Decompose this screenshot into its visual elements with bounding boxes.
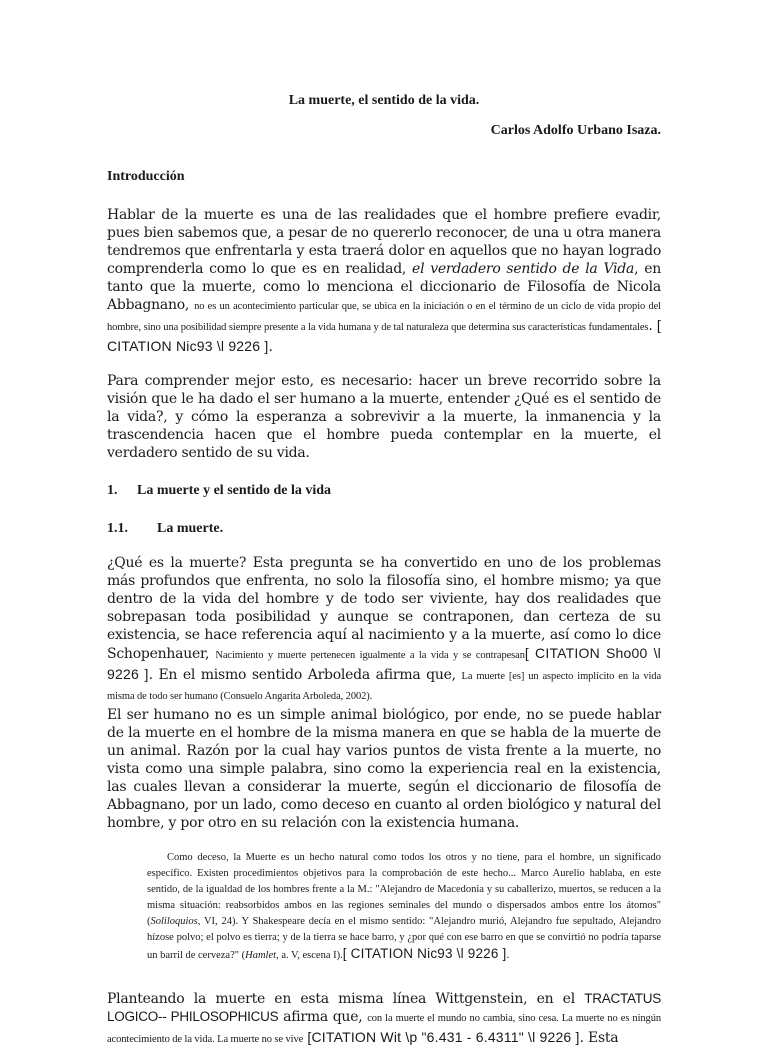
citation-field: [ CITATION Nic93 \l 9226 ] [342,946,507,961]
schopenhauer-quote-inline: Nacimiento y muerte pertenecen igualmente a la vida y se contrapesan [215,650,525,661]
intro-paragraph [107,206,661,356]
quote-text-c: , a. V, escena I). [276,950,343,961]
p5-text-a: Planteando la muerte en esta misma línea Wittgenstein, en el [107,991,585,1007]
citation-field: [CITATION Wit \p "6.431 - 6.4311" \l 9226 ] [307,1029,580,1045]
section-1-heading [107,480,661,502]
human-being-paragraph: El ser humano no es un simple animal biológico, por ende, no se puede hablar de la muerte en el hombre de la misma manera en que se habla de la muerte de un animal. Razón por la cual hay varios puntos de vista frente a la muerte, no vista como una simple palabra, sino como la experiencia real en la existencia, las cuales llevan a considerar la muerte, según el diccionario de filosofía de Abbagnano, por un lado, como deceso en cuanto al orden biológico y natural del hombre, y por otro en su relación con la existencia humana. [107,707,661,831]
section-1-1-number: 1.1. [107,521,128,536]
wittgenstein-paragraph [107,990,661,1049]
section-1-1-heading [107,518,661,540]
block-quote [147,850,661,964]
section-1-1-title: La muerte. [157,521,224,536]
citation-field: [ CITATION Sho00 \l 9226 ] [107,645,661,682]
death-question-paragraph [107,554,661,706]
wittgenstein-quote-inline: con la muerte el mundo no cambia, sino cesa. La muerte no es ningún acontecimiento de la vida. La muerte no se vive [107,1013,661,1045]
quote-text-a: Como deceso, la Muerte es un hecho natural como todos los otros y no tiene, para el hombre, un significado específico. Existen procedimientos objetivos para la comprobación de este hecho... Marco Aurelio hablaba, en este sentido, de la igualdad de los hombres frente a la M.: "Alejandro de Macedonia y su caballerizo, muertos, se reducen a la misma situación: reabsorbidos ambos en las regiones seminales del mundo o dispersados ambos entre los átomos" ( [147,852,661,927]
document-author: Carlos Adolfo Urbano Isaza. [490,123,661,138]
section-1-title: La muerte y el sentido de la vida [137,483,332,498]
p5-text-d: . Esta [579,1030,619,1046]
quote-emphasis-hamlet: Hamlet [245,950,277,961]
quote-text-d: . [506,950,510,961]
purpose-paragraph: Para comprender mejor esto, es necesario: hacer un breve recorrido sobre la visión que le ha dado el ser humano a la muerte, entender ¿Qué es el sentido de la vida?, y cómo la esperanza a sobrevivir a la muerte, la inmanencia y la trascendencia hacen que el hombre pueda contemplar en la muerte, el verdadero sentido de su vida. [107,373,661,461]
intro-text-c: . [648,318,657,334]
intro-text-b: , en tanto que la muerte, como lo menciona el diccionario de Filosofía de Nicola Abbagnano, [107,261,662,313]
citation-field: [ CITATION Nic93 \l 9226 ] [107,317,661,354]
intro-text-a: Hablar de la muerte es una de las realidades que el hombre prefiere evadir, pues bien sabemos que, a pesar de no quererlo reconocer, de una u otra manera tendremos que enfrentarla y esta traerá dolor en aquellos que no hayan logrado comprenderla como lo que es en realidad, [107,207,661,277]
introduction-heading: Introducción [107,169,185,184]
quote-text-b: , VI, 24). Y Shakespeare decía en el mismo sentido: "Alejandro murió, Alejandro fue sepultado, Alejandro hízose polvo; el polvo es tierra; y de la tierra se hace barro, y ¿por qué con ese barro en que se convirtió no podría taparse un barril de cerveza?" ( [147,916,661,961]
section-1-number: 1. [107,483,118,498]
p3-text-b: . En el mismo sentido Arboleda afirma que, [148,667,462,683]
arboleda-quote-inline: La muerte [es] un aspecto implícito en la vida misma de todo ser humano (Consuelo Angarita Arboleda, 2002). [107,671,661,702]
intro-emphasis: el verdadero sentido de la Vida [412,261,635,277]
intro-quote-inline: no es un acontecimiento particular que, se ubica en la iniciación o en el término de un ciclo de vida propio del hombre, sino una posibilidad siempre presente a la vida humana y de tal naturaleza que determina sus características fundamentales [107,301,661,333]
quote-emphasis-soliloquios: Soliloquios [150,916,198,927]
intro-text-d: . [268,339,273,355]
p5-text-b: afirma que, [278,1009,368,1025]
tractatus-title: TRACTATUS LOGICO-- PHILOSOPHICUS [107,991,661,1024]
document-page [107,90,661,1049]
p3-text-a: ¿Qué es la muerte? Esta pregunta se ha convertido en uno de los problemas más profundos que enfrenta, no solo la filosofía sino, el hombre mismo; ya que dentro de la vida del hombre y de todo ser viviente, hay dos realidades que sobrepasan toda posibilidad y aunque se contraponen, dan certeza de su existencia, se hace referencia aquí al nacimiento y a la muerte, así como lo dice Schopenhauer, [107,555,661,662]
document-title: La muerte, el sentido de la vida. [288,93,480,108]
